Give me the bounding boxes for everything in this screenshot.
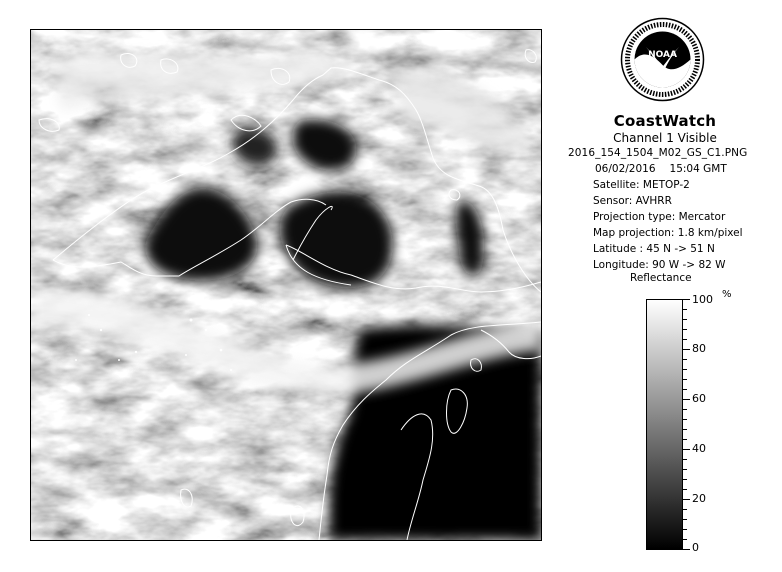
latitude-info: Latitude : 45 N -> 51 N xyxy=(593,243,715,255)
projection-type-info: Projection type: Mercator xyxy=(593,211,726,223)
satellite-image-map xyxy=(30,29,542,541)
satellite-image-svg xyxy=(31,30,541,540)
minor-tick xyxy=(683,389,687,390)
tick-label-100: 100 xyxy=(692,293,713,306)
minor-tick xyxy=(683,429,687,430)
minor-tick xyxy=(683,319,687,320)
major-tick xyxy=(683,349,690,350)
map-projection-info: Map projection: 1.8 km/pixel xyxy=(593,227,743,239)
minor-tick xyxy=(683,419,687,420)
file-name: 2016_154_1504_M02_GS_C1.PNG xyxy=(568,147,748,159)
major-tick xyxy=(683,399,690,400)
minor-tick xyxy=(683,519,687,520)
date-value: 06/02/2016 xyxy=(595,163,656,175)
major-tick xyxy=(683,299,690,300)
tick-label-20: 20 xyxy=(692,492,706,505)
minor-tick xyxy=(683,329,687,330)
minor-tick xyxy=(683,539,687,540)
minor-tick xyxy=(683,369,687,370)
minor-tick xyxy=(683,379,687,380)
minor-tick xyxy=(683,439,687,440)
minor-tick xyxy=(683,479,687,480)
minor-tick xyxy=(683,309,687,310)
tick-label-80: 80 xyxy=(692,342,706,355)
reflectance-colorbar xyxy=(646,299,683,550)
minor-tick xyxy=(683,509,687,510)
minor-tick xyxy=(683,339,687,340)
minor-tick xyxy=(683,489,687,490)
channel-label: Channel 1 Visible xyxy=(613,131,717,145)
minor-tick xyxy=(683,409,687,410)
minor-tick xyxy=(683,529,687,530)
satellite-info: Satellite: METOP-2 xyxy=(593,179,690,191)
longitude-info: Longitude: 90 W -> 82 W xyxy=(593,259,726,271)
time-value: 15:04 GMT xyxy=(669,163,727,175)
tick-label-0: 0 xyxy=(692,541,699,554)
scale-title: Reflectance xyxy=(630,272,692,284)
noaa-logo xyxy=(620,17,705,102)
major-tick xyxy=(683,499,690,500)
brand-title: CoastWatch xyxy=(613,112,717,130)
tick-label-40: 40 xyxy=(692,442,706,455)
svg-text:NOAA: NOAA xyxy=(648,50,677,60)
major-tick xyxy=(683,549,690,550)
minor-tick xyxy=(683,359,687,360)
sensor-info: Sensor: AVHRR xyxy=(593,195,672,207)
minor-tick xyxy=(683,459,687,460)
info-panel xyxy=(560,112,780,271)
tick-label-60: 60 xyxy=(692,392,706,405)
scale-unit: % xyxy=(722,289,732,300)
date-time xyxy=(595,163,780,175)
colorbar-ticks xyxy=(683,293,743,554)
minor-tick xyxy=(683,469,687,470)
major-tick xyxy=(683,449,690,450)
